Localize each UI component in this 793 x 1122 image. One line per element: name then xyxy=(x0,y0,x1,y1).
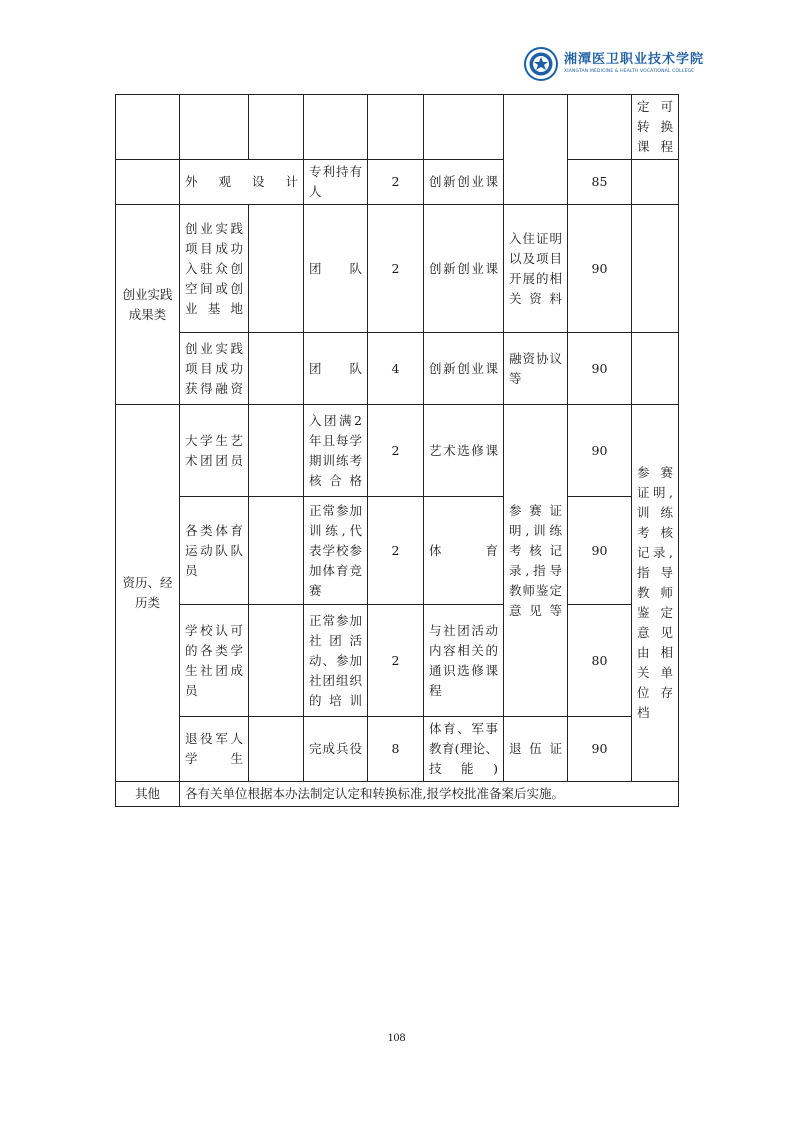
category-cell: 创业实践成果类 xyxy=(116,205,180,405)
course-cell: 艺术选修课 xyxy=(424,405,504,497)
table-cell xyxy=(249,717,304,782)
remark-cell: 定 可转 换课程 xyxy=(632,95,679,160)
table-row xyxy=(116,333,679,405)
table-cell xyxy=(632,333,679,405)
school-name-cn: 湘潭医卫职业技术学院 xyxy=(564,52,705,68)
table-cell xyxy=(504,95,568,205)
condition-cell: 正常参加训练,代表学校参加体育竞赛 xyxy=(304,497,368,605)
table-row xyxy=(116,95,679,160)
category-cell: 其他 xyxy=(116,782,180,807)
table-cell xyxy=(116,95,180,160)
course-cell: 创新创业课 xyxy=(424,333,504,405)
table-cell xyxy=(304,95,368,160)
score-cell: 90 xyxy=(568,333,632,405)
table-cell xyxy=(632,160,679,205)
table-row xyxy=(116,782,679,807)
table-cell xyxy=(249,405,304,497)
course-cell: 创新创业课 xyxy=(424,205,504,333)
table-row xyxy=(116,205,679,333)
credits-cell: 2 xyxy=(368,205,424,333)
credits-cell: 2 xyxy=(368,160,424,205)
course-cell: 体育、军事教育(理论、技能) xyxy=(424,717,504,782)
item-cell: 学校认可的各类学生社团成员 xyxy=(180,605,249,717)
evidence-cell: 退伍证 xyxy=(504,717,568,782)
table-cell xyxy=(249,497,304,605)
table-row xyxy=(116,160,679,205)
course-cell: 体育 xyxy=(424,497,504,605)
school-name-en: XIANGTAN MEDICINE & HEALTH VOCATIONAL COLLEGE xyxy=(564,69,695,75)
condition-cell: 正常参加社团活动、参加社团组织的培训 xyxy=(304,605,368,717)
condition-cell: 入团满2年且每学期训练考核合格 xyxy=(304,405,368,497)
table-cell xyxy=(249,205,304,333)
credits-cell: 2 xyxy=(368,497,424,605)
score-cell: 90 xyxy=(568,205,632,333)
item-cell: 各类体育运动队队员 xyxy=(180,497,249,605)
evidence-cell: 参赛证明,训练考核记录,指导教师鉴定意见等 xyxy=(504,405,568,717)
score-cell: 90 xyxy=(568,497,632,605)
item-cell: 外观设计 xyxy=(180,160,304,205)
condition-cell: 团队 xyxy=(304,205,368,333)
table-cell xyxy=(632,205,679,333)
table-row xyxy=(116,405,679,497)
item-cell: 大学生艺术团团员 xyxy=(180,405,249,497)
table-row xyxy=(116,717,679,782)
table-cell xyxy=(368,95,424,160)
condition-cell: 完成兵役 xyxy=(304,717,368,782)
table-cell xyxy=(249,333,304,405)
condition-cell: 团队 xyxy=(304,333,368,405)
credit-conversion-table xyxy=(115,94,679,807)
credits-cell: 2 xyxy=(368,605,424,717)
course-cell: 与社团活动内容相关的通识选修课程 xyxy=(424,605,504,717)
score-cell: 90 xyxy=(568,717,632,782)
school-logo xyxy=(524,44,754,84)
score-cell: 90 xyxy=(568,405,632,497)
other-text-cell: 各有关单位根据本办法制定认定和转换标准,报学校批准备案后实施。 xyxy=(180,782,679,807)
credits-cell: 8 xyxy=(368,717,424,782)
course-cell: 创新创业课 xyxy=(424,160,504,205)
score-cell: 85 xyxy=(568,160,632,205)
page-number: 108 xyxy=(387,1030,406,1044)
credits-cell: 2 xyxy=(368,405,424,497)
table-cell xyxy=(249,95,304,160)
evidence-cell: 入住证明以及项目开展的相关资料 xyxy=(504,205,568,333)
table-cell xyxy=(568,95,632,160)
evidence-cell: 融资协议等 xyxy=(504,333,568,405)
table-cell xyxy=(249,605,304,717)
school-seal-icon xyxy=(524,47,558,81)
item-cell: 创业实践项目成功获得融资 xyxy=(180,333,249,405)
item-cell: 退役军人学生 xyxy=(180,717,249,782)
table-row xyxy=(116,497,679,605)
table-cell xyxy=(116,160,180,205)
category-cell: 资历、经历类 xyxy=(116,405,180,782)
condition-cell: 专利持有人 xyxy=(304,160,368,205)
remark-cell: 参赛证明,训练考核记录,指导教师鉴定意见由相关单位存档 xyxy=(632,405,679,782)
table-cell xyxy=(180,95,249,160)
score-cell: 80 xyxy=(568,605,632,717)
credits-cell: 4 xyxy=(368,333,424,405)
table-row xyxy=(116,605,679,717)
item-cell: 创业实践项目成功入驻众创空间或创业基地 xyxy=(180,205,249,333)
table-cell xyxy=(424,95,504,160)
